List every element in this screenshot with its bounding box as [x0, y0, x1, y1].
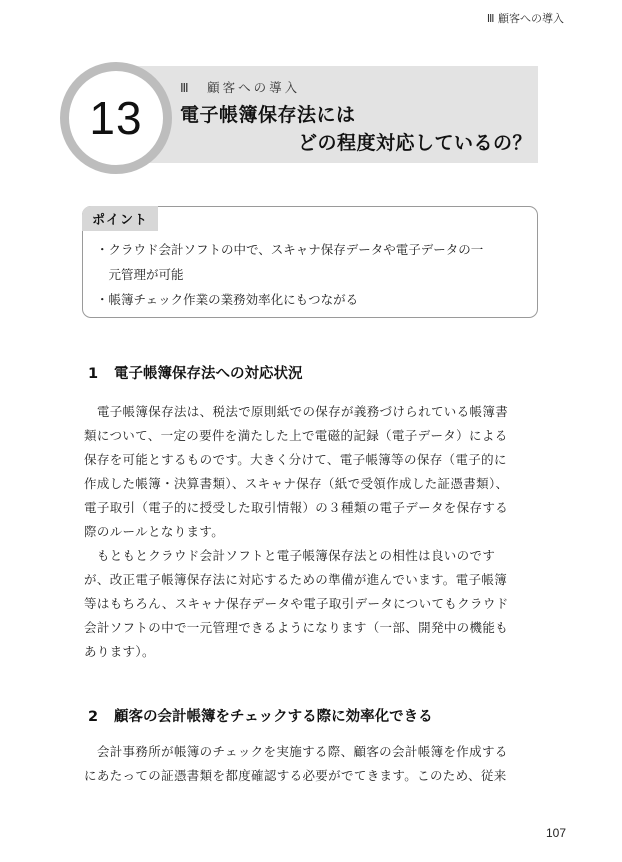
section-title: 顧客の会計帳簿をチェックする際に効率化できる: [114, 709, 433, 725]
section-heading-2: [88, 705, 433, 726]
point-item: 元管理が可能: [96, 267, 184, 282]
body-line: もともとクラウド会計ソフトと電子帳簿保存法との相性は良いのです: [84, 548, 496, 563]
body-line: 会計事務所が帳簿のチェックを実施する際、顧客の会計帳簿を作成する: [84, 744, 508, 759]
chapter-badge: [60, 62, 172, 174]
section-heading-1: [88, 362, 303, 383]
section-number: 1: [88, 366, 99, 382]
point-item: ・クラウド会計ソフトの中で、スキャナ保存データや電子データの一: [96, 242, 484, 257]
point-item: ・帳簿チェック作業の業務効率化にもつながる: [96, 292, 359, 307]
point-label: ポイント: [82, 206, 158, 231]
section-title: 電子帳簿保存法への対応状況: [114, 366, 303, 382]
chapter-number: 13: [89, 92, 143, 144]
body-line: が、改正電子帳簿保存法に対応するための準備が進んでいます。電子帳簿: [84, 572, 508, 587]
page-title-line2: どの程度対応しているの？: [297, 132, 532, 154]
section-label: Ⅲ 顧客への導入: [180, 80, 301, 95]
body-line: 等はもちろん、スキャナ保存データや電子取引データについてもクラウド: [84, 596, 509, 611]
body-line: 保存を可能とするものです。大きく分けて、電子帳簿等の保存（電子的に: [84, 452, 507, 467]
body-line: 類について、一定の要件を満たした上で電磁的記録（電子データ）による: [84, 428, 508, 443]
body-line: あります）。: [84, 644, 155, 659]
section-number: 2: [88, 709, 99, 725]
body-line: 電子帳簿保存法は、税法で原則紙での保存が義務づけられている帳簿書: [84, 404, 509, 419]
running-head: Ⅲ 顧客への導入: [486, 12, 564, 25]
body-line: にあたっての証憑書類を都度確認する必要がでてきます。このため、従来: [84, 768, 507, 783]
body-line: 電子取引（電子的に授受した取引情報）の３種類の電子データを保存する: [84, 500, 509, 515]
page-number: 107: [545, 826, 566, 840]
body-line: 会計ソフトの中で一元管理できるようになります（一部、開発中の機能も: [84, 620, 509, 635]
page-title-line1: 電子帳簿保存法には: [180, 104, 356, 126]
body-line: 作成した帳簿・決算書類）、スキャナ保存（紙で受領作成した証憑書類）、: [84, 476, 509, 491]
body-line: 際のルールとなります。: [84, 524, 225, 539]
